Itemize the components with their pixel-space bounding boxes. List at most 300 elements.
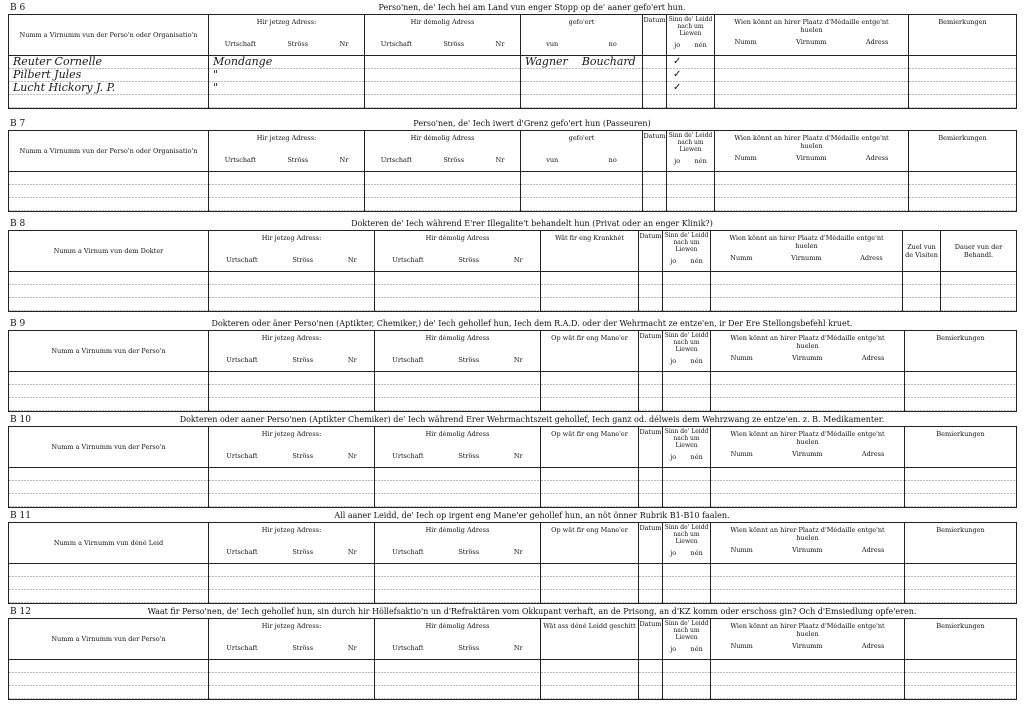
table-cell[interactable] [9,564,209,578]
medal-header [711,427,905,468]
entry-check[interactable]: ✓ [673,82,682,93]
table-cell[interactable] [541,385,639,398]
section-table [8,618,1017,700]
address-label: Hir démolig Adress [425,234,490,242]
table-cell[interactable] [663,481,711,494]
jo-label: jo [670,257,677,265]
address-label: Hir jetzeg Adress: [261,334,322,342]
datum-label: Datum [639,428,662,436]
table-cell[interactable] [209,660,375,674]
table-cell[interactable] [711,494,905,508]
table-cell[interactable] [663,494,711,508]
virnumm-label: Virnumm [796,154,827,162]
address-header-former [365,131,521,172]
table-cell[interactable] [663,590,711,604]
extra-header: Wät ass déné Leidd geschitt [541,619,639,660]
table-cell[interactable] [941,285,1017,298]
table-cell[interactable] [643,185,667,198]
table-cell[interactable] [365,172,521,186]
nen-label: nén [690,453,703,461]
table-cell[interactable] [9,372,209,386]
table-cell[interactable] [9,673,209,686]
table-cell[interactable] [715,82,909,95]
table-cell[interactable] [903,298,941,312]
jo-label: jo [674,41,681,49]
table-cell[interactable] [375,468,541,482]
table-cell[interactable] [909,172,1017,186]
table-cell[interactable] [663,398,711,412]
table-cell[interactable] [365,95,521,109]
table-cell[interactable] [9,577,209,590]
table-cell[interactable] [711,272,903,286]
table-cell[interactable] [541,298,639,312]
section-b-6 [8,2,1016,118]
table-cell[interactable] [365,185,521,198]
medal-label: Wien könnt an hirer Plaatz d'Médaille entge'nt huelen [730,622,885,638]
section-code: B 12 [10,607,31,617]
table-cell[interactable] [909,185,1017,198]
table-cell[interactable] [715,69,909,82]
table-cell[interactable] [9,481,209,494]
table-cell[interactable] [375,590,541,604]
table-cell[interactable] [375,660,541,674]
table-cell[interactable] [375,481,541,494]
table-cell[interactable] [9,82,209,95]
table-cell[interactable] [663,564,711,578]
table-cell[interactable] [643,198,667,212]
table-cell[interactable] [711,285,903,298]
table-cell[interactable] [639,590,663,604]
table-row [9,372,1017,386]
address-header-current [209,523,375,564]
table-cell[interactable] [521,95,643,109]
stross-label: Ströss [458,452,480,460]
table-cell[interactable] [711,673,905,686]
urtschaft-label: Urtschaft [226,644,258,652]
table-cell[interactable] [711,577,905,590]
table-cell[interactable] [643,69,667,82]
alive-label: Sinn de' Leidd nach um Liewen [664,620,709,641]
table-cell[interactable] [365,56,521,70]
table-cell[interactable] [667,172,715,186]
table-cell[interactable] [711,372,905,386]
entry-check[interactable]: ✓ [673,56,682,67]
nr-label: Nr [495,40,505,48]
table-cell[interactable] [639,272,663,286]
table-cell[interactable] [663,298,711,312]
table-cell[interactable] [209,398,375,412]
section-title: Dokteren oder aaner Perso'nen (Aptikter Chemiker) de' Iech während Erer Wehrmachtszeit gehollef, Iech ganz od. délweis dem Wehrzwang ze entze'en. z. B. Medikamenter. [179,415,885,424]
table-cell[interactable] [521,185,643,198]
table-cell[interactable] [903,272,941,286]
table-cell[interactable] [639,660,663,674]
address-header-former [375,231,541,272]
table-cell[interactable] [711,398,905,412]
table-cell[interactable] [663,272,711,286]
table-cell[interactable] [905,481,1017,494]
table-cell[interactable] [905,673,1017,686]
table-cell[interactable] [209,481,375,494]
address-header-current [209,131,365,172]
table-cell[interactable] [9,185,209,198]
entry-address[interactable]: " [213,69,219,81]
nr-label: Nr [347,644,357,652]
section-title: Dokteren oder äner Perso'nen (Aptikter, Chemiker,) de' Iech gehollef hun, Iech dem R.A.D. oder der Wehrmacht ze entze'en, ir Der Ere Stellongsbefehl kruet. [211,319,853,328]
table-cell[interactable] [711,660,905,674]
table-cell[interactable] [941,298,1017,312]
table-cell[interactable] [209,673,375,686]
table-cell[interactable] [905,577,1017,590]
table-cell[interactable] [715,56,909,70]
entry-to[interactable]: Bouchard [581,55,636,68]
address-header-current [209,427,375,468]
table-cell[interactable] [905,494,1017,508]
table-cell[interactable] [905,590,1017,604]
table-cell[interactable] [905,372,1017,386]
nen-label: nén [690,357,703,365]
table-row [9,686,1017,700]
virnumm-label: Virnumm [792,354,823,362]
entry-name[interactable]: Reuter Cornelle [13,55,102,68]
section-b-11 [8,510,1016,606]
virnumm-label: Virnumm [792,642,823,650]
table-cell[interactable] [541,660,639,674]
table-cell[interactable] [541,398,639,412]
table-cell[interactable] [909,95,1017,109]
table-cell[interactable] [541,577,639,590]
table-cell[interactable] [209,185,365,198]
medal-label: Wien könnt an hirer Plaatz d'Médaille entge'nt huelen [730,334,885,350]
table-cell[interactable] [209,468,375,482]
table-cell[interactable] [667,56,715,70]
table-cell[interactable] [9,590,209,604]
nen-label: nén [690,645,703,653]
table-cell[interactable] [643,82,667,95]
table-row [9,185,1017,198]
table-cell[interactable] [541,285,639,298]
nr-label: Nr [495,156,505,164]
table-cell[interactable] [905,564,1017,578]
table-cell[interactable] [541,372,639,386]
table-cell[interactable] [715,198,909,212]
entry-from[interactable]: Wagner [525,55,568,68]
table-cell[interactable] [541,590,639,604]
table-cell[interactable] [209,56,365,70]
nr-label: Nr [347,452,357,460]
table-row [9,660,1017,674]
table-cell[interactable] [209,272,375,286]
entry-name[interactable]: Pilbert Jules [13,69,82,81]
table-cell[interactable] [521,198,643,212]
table-cell[interactable] [639,468,663,482]
stross-label: Ströss [292,356,314,364]
table-cell[interactable] [9,398,209,412]
table-cell[interactable] [905,385,1017,398]
table-cell[interactable] [375,564,541,578]
entry-check[interactable]: ✓ [673,69,682,80]
adress-label: Adress [861,450,885,458]
table-cell[interactable] [639,494,663,508]
alive-header [663,619,711,660]
table-cell[interactable] [9,272,209,286]
table-row [9,285,1017,298]
section-table [8,230,1017,312]
table-cell[interactable] [209,564,375,578]
table-cell[interactable] [905,660,1017,674]
table-cell[interactable] [375,285,541,298]
table-cell[interactable] [209,590,375,604]
table-cell[interactable] [375,272,541,286]
table-cell[interactable] [375,494,541,508]
datum-header [639,427,663,468]
section-code: B 7 [10,119,26,129]
bemierkungen-header [905,619,1017,660]
table-cell[interactable] [9,660,209,674]
table-cell[interactable] [905,398,1017,412]
table-cell[interactable] [209,494,375,508]
table-cell[interactable] [639,285,663,298]
table-cell[interactable] [209,82,365,95]
table-cell[interactable] [663,285,711,298]
table-row [9,590,1017,604]
entry-address[interactable]: Mondange [213,55,273,68]
nen-label: nén [694,157,707,165]
section-title: Waat fir Perso'nen, de' Iech gehollef hun, sin durch hir Höllefsaktio'n un d'Refraktären vom Okkupant verhaft, an de Prisong, an d'KZ komm oder erschoss gin? Och d'Emsiedlung opfe'eren. [147,607,917,616]
name-header: Numm a Virnumm vun der Perso'n oder Organisatio'n [9,15,209,56]
section-table [8,14,1017,109]
table-cell[interactable] [639,481,663,494]
section-title: Perso'nen, de' Iech iwert d'Grenz gefo'ert hun (Passeuren) [413,119,651,128]
table-cell[interactable] [521,172,643,186]
table-cell[interactable] [667,95,715,109]
table-cell[interactable] [209,69,365,82]
table-cell[interactable] [9,56,209,70]
table-cell[interactable] [639,385,663,398]
address-label: Hir jetzeg Adress: [261,430,322,438]
numm-label: Numm [730,254,753,262]
table-cell[interactable] [209,95,365,109]
urtschaft-label: Urtschaft [224,156,256,164]
medal-label: Wien könnt an hirer Plaatz d'Médaille entge'nt huelen [734,18,889,34]
urtschaft-label: Urtschaft [226,256,258,264]
entry-address[interactable]: " [213,82,219,94]
table-cell[interactable] [9,285,209,298]
table-cell[interactable] [521,82,643,95]
table-cell[interactable] [541,481,639,494]
adress-label: Adress [861,642,885,650]
table-cell[interactable] [909,56,1017,70]
table-cell[interactable] [541,564,639,578]
table-cell[interactable] [903,285,941,298]
table-cell[interactable] [909,198,1017,212]
table-cell[interactable] [667,82,715,95]
table-cell[interactable] [711,686,905,700]
datum-header [639,523,663,564]
table-cell[interactable] [715,172,909,186]
bemierkungen-header [909,131,1017,172]
table-cell[interactable] [209,298,375,312]
address-header-former [375,427,541,468]
urtschaft-label: Urtschaft [226,452,258,460]
urtschaft-label: Urtschaft [226,548,258,556]
table-cell[interactable] [905,468,1017,482]
table-cell[interactable] [9,172,209,186]
table-cell[interactable] [905,686,1017,700]
table-cell[interactable] [209,577,375,590]
table-row [9,272,1017,286]
table-cell[interactable] [909,69,1017,82]
table-cell[interactable] [711,564,905,578]
address-label: Hir démolig Adress [410,134,475,142]
numm-label: Numm [734,154,757,162]
table-cell[interactable] [365,69,521,82]
table-cell[interactable] [375,372,541,386]
section-title: All aaner Leidd, de' Iech op irgent eng Mane'er gehollef hun, an nöt önner Rubrik B1-B10 faalen. [334,511,730,520]
table-cell[interactable] [375,298,541,312]
table-cell[interactable] [541,494,639,508]
table-cell[interactable] [663,660,711,674]
datum-label: Datum [639,332,662,340]
table-cell[interactable] [9,468,209,482]
section-table [8,330,1017,412]
section-table [8,522,1017,604]
table-cell[interactable] [639,564,663,578]
table-cell[interactable] [375,673,541,686]
alive-label: Sinn de' Leidd nach um Liewen [664,524,709,545]
table-cell[interactable] [375,686,541,700]
alive-label: Sinn de' Leidd nach um Liewen [664,332,709,353]
stross-label: Ströss [292,452,314,460]
table-cell[interactable] [663,468,711,482]
medal-header [715,131,909,172]
table-cell[interactable] [663,577,711,590]
table-cell[interactable] [639,298,663,312]
nr-label: Nr [347,548,357,556]
table-cell[interactable] [667,198,715,212]
table-cell[interactable] [711,468,905,482]
medal-header [711,619,905,660]
table-cell[interactable] [541,468,639,482]
extra-header: Op wät fir eng Mane'er [541,427,639,468]
table-cell[interactable] [941,272,1017,286]
bemierkungen-label: Bemierkungen [936,622,985,630]
table-cell[interactable] [711,298,903,312]
table-cell[interactable] [375,385,541,398]
table-cell[interactable] [209,198,365,212]
table-cell[interactable] [9,494,209,508]
jo-label: jo [670,645,677,653]
table-cell[interactable] [711,590,905,604]
nr-label: Nr [513,256,523,264]
table-cell[interactable] [663,385,711,398]
table-cell[interactable] [209,385,375,398]
gefoert-label: gefo'ert [568,134,595,142]
table-row [9,577,1017,590]
table-cell[interactable] [667,69,715,82]
adress-label: Adress [861,354,885,362]
dauer-header: Dauer vun der Behandl. [941,231,1017,272]
address-header-former [365,15,521,56]
nr-label: Nr [513,356,523,364]
table-cell[interactable] [521,69,643,82]
table-cell[interactable] [9,686,209,700]
datum-header [643,15,667,56]
extra-header: Wät fir eng Krankhét [541,231,639,272]
table-cell[interactable] [375,577,541,590]
table-cell[interactable] [209,686,375,700]
table-cell[interactable] [643,95,667,109]
table-row [9,82,1017,95]
urtschaft-label: Urtschaft [392,644,424,652]
table-cell[interactable] [663,372,711,386]
table-cell[interactable] [541,673,639,686]
table-cell[interactable] [711,481,905,494]
table-cell[interactable] [909,82,1017,95]
medal-header [715,15,909,56]
table-row [9,468,1017,482]
table-cell[interactable] [375,398,541,412]
table-cell[interactable] [9,198,209,212]
stross-label: Ströss [292,548,314,556]
section-code: B 9 [10,319,26,329]
table-cell[interactable] [9,298,209,312]
table-cell[interactable] [643,172,667,186]
medal-header [711,331,905,372]
table-cell[interactable] [209,372,375,386]
table-cell[interactable] [639,577,663,590]
table-cell[interactable] [639,398,663,412]
table-cell[interactable] [209,285,375,298]
table-cell[interactable] [711,385,905,398]
jo-label: jo [674,157,681,165]
table-cell[interactable] [715,185,909,198]
table-row [9,564,1017,578]
stross-label: Ströss [287,156,309,164]
table-cell[interactable] [365,198,521,212]
table-cell[interactable] [639,372,663,386]
urtschaft-label: Urtschaft [380,156,412,164]
table-cell[interactable] [643,56,667,70]
table-row [9,385,1017,398]
table-cell[interactable] [521,56,643,70]
table-cell[interactable] [9,69,209,82]
table-cell[interactable] [541,272,639,286]
section-code: B 8 [10,219,26,229]
bemierkungen-header [905,523,1017,564]
jo-label: jo [670,549,677,557]
table-cell[interactable] [9,385,209,398]
alive-header [667,131,715,172]
datum-header [643,131,667,172]
section-code: B 10 [10,415,31,425]
table-cell[interactable] [639,686,663,700]
table-cell[interactable] [639,673,663,686]
bemierkungen-header [909,15,1017,56]
entry-name[interactable]: Lucht Hickory J. P. [13,82,116,94]
table-cell[interactable] [541,686,639,700]
table-cell[interactable] [209,172,365,186]
vun-label: vun [546,40,559,48]
table-cell[interactable] [663,686,711,700]
address-label: Hir jetzeg Adress: [261,234,322,242]
table-cell[interactable] [9,95,209,109]
table-cell[interactable] [663,673,711,686]
table-cell[interactable] [715,95,909,109]
table-cell[interactable] [365,82,521,95]
table-cell[interactable] [667,185,715,198]
address-header-current [209,619,375,660]
nr-label: Nr [339,156,349,164]
